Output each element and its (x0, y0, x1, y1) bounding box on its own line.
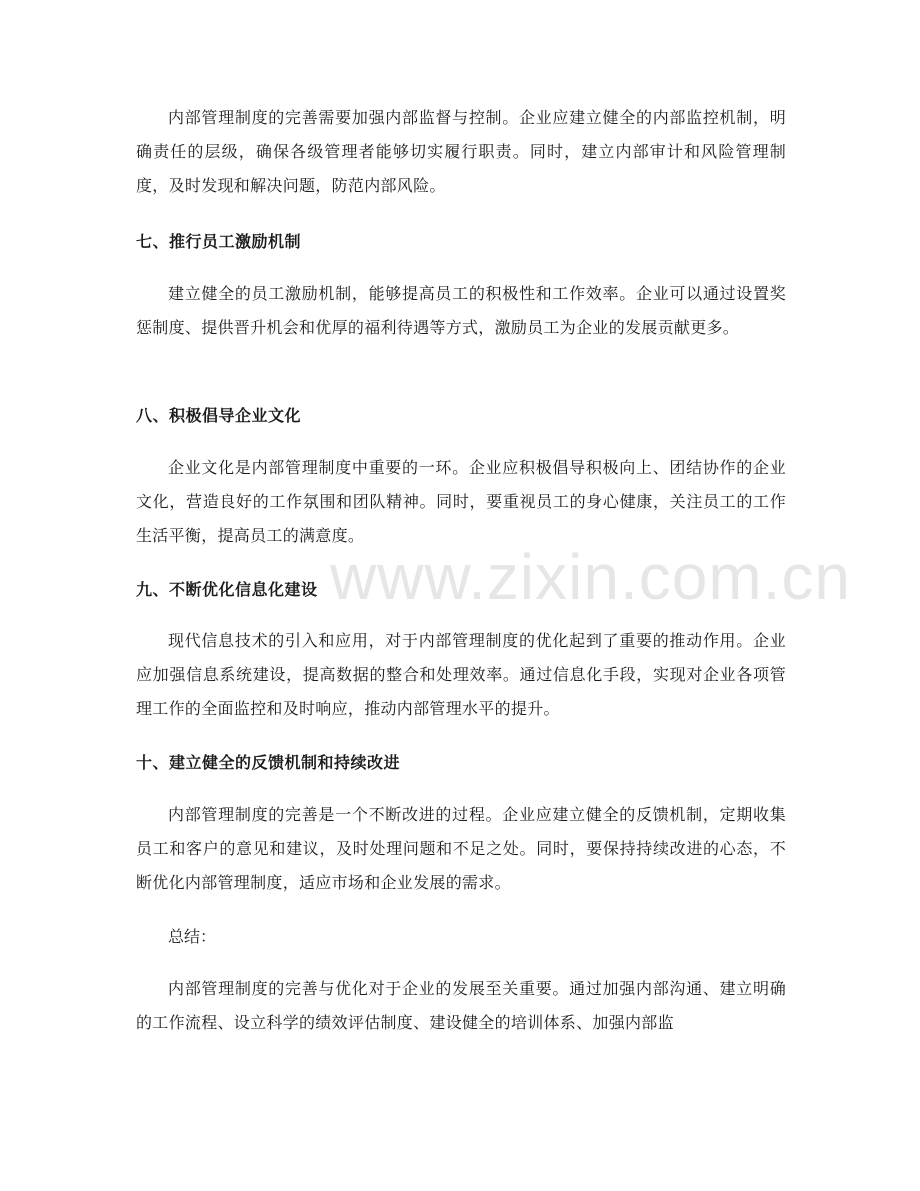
paragraph-internal-control: 内部管理制度的完善需要加强内部监督与控制。企业应建立健全的内部监控机制，明确责任的层级，确保各级管理者能够切实履行职责。同时，建立内部审计和风险管理制度，及时发现和解决问题，防范内部风险。 (136, 108, 786, 195)
section-heading-7: 七、推行员工激励机制 (136, 232, 302, 251)
paragraph-summary: 内部管理制度的完善与优化对于企业的发展至关重要。通过加强内部沟通、建立明确的工作流程、设立科学的绩效评估制度、建设健全的培训体系、加强内部监 (136, 979, 786, 1032)
paragraph-culture: 企业文化是内部管理制度中重要的一环。企业应积极倡导积极向上、团结协作的企业文化，营造良好的工作氛围和团队精神。同时，要重视员工的身心健康，关注员工的工作生活平衡，提高员工的满意度。 (136, 458, 786, 545)
watermark: www.zixin.com.cn (330, 541, 851, 613)
section-heading-9: 九、不断优化信息化建设 (136, 580, 318, 599)
section-heading-10: 十、建立健全的反馈机制和持续改进 (136, 753, 401, 772)
summary-label: 总结： (168, 927, 217, 946)
section-heading-8: 八、积极倡导企业文化 (136, 406, 302, 425)
paragraph-incentive: 建立健全的员工激励机制，能够提高员工的积极性和工作效率。企业可以通过设置奖惩制度、提供晋升机会和优厚的福利待遇等方式，激励员工为企业的发展贡献更多。 (136, 284, 786, 337)
paragraph-informatization: 现代信息技术的引入和应用，对于内部管理制度的优化起到了重要的推动作用。企业应加强信息系统建设，提高数据的整合和处理效率。通过信息化手段，实现对企业各项管理工作的全面监控和及时响应，推动内部管理水平的提升。 (136, 631, 786, 718)
paragraph-feedback: 内部管理制度的完善是一个不断改进的过程。企业应建立健全的反馈机制，定期收集员工和客户的意见和建议，及时处理问题和不足之处。同时，要保持持续改进的心态，不断优化内部管理制度，适应市场和企业发展的需求。 (136, 805, 786, 892)
